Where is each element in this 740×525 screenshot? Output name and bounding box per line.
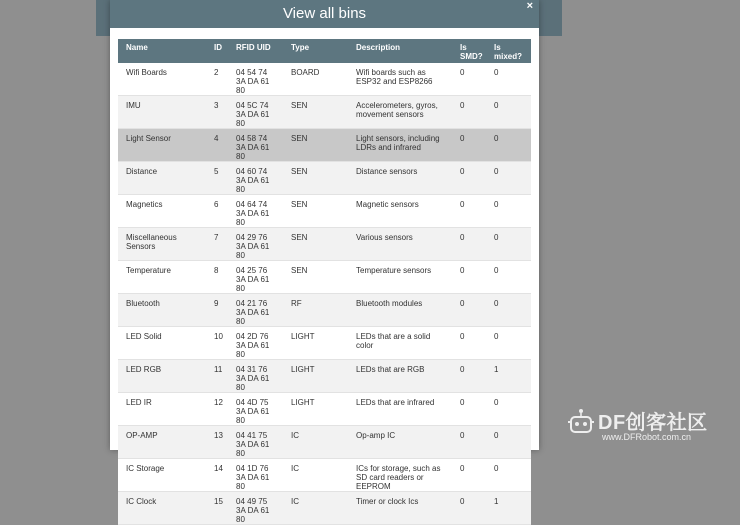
cell-smd: 0 [452, 195, 486, 228]
cell-type: IC [283, 492, 348, 525]
cell-smd: 0 [452, 228, 486, 261]
cell-type: LIGHT [283, 393, 348, 426]
cell-description: Accelerometers, gyros, movement sensors [348, 96, 452, 129]
cell-name: Magnetics [118, 195, 206, 228]
cell-description: Various sensors [348, 228, 452, 261]
cell-id: 4 [206, 129, 228, 162]
table-row[interactable] [118, 129, 531, 162]
table-row[interactable] [118, 63, 531, 96]
cell-rfid: 04 2D 76 3A DA 61 80 [228, 327, 283, 360]
cell-description: Magnetic sensors [348, 195, 452, 228]
cell-smd: 0 [452, 492, 486, 525]
cell-description: Temperature sensors [348, 261, 452, 294]
cell-smd: 0 [452, 261, 486, 294]
view-bins-modal [110, 0, 539, 524]
cell-name: Wifi Boards [118, 63, 206, 96]
cell-description: Distance sensors [348, 162, 452, 195]
cell-smd: 0 [452, 393, 486, 426]
cell-rfid: 04 21 76 3A DA 61 80 [228, 294, 283, 327]
cell-description: Wifi boards such as ESP32 and ESP8266 [348, 63, 452, 96]
cell-description: Light sensors, including LDRs and infrared [348, 129, 452, 162]
cell-id: 10 [206, 327, 228, 360]
cell-smd: 0 [452, 63, 486, 96]
modal-title: View all bins [282, 5, 367, 22]
cell-mixed: 0 [486, 162, 531, 195]
cell-name: LED RGB [118, 360, 206, 393]
column-header-type: Type [283, 39, 348, 63]
dfrobot-watermark [566, 404, 740, 450]
column-header-rfid: RFID UID [228, 39, 283, 63]
cell-name: LED IR [118, 393, 206, 426]
cell-name: Miscellaneous Sensors [118, 228, 206, 261]
cell-rfid: 04 4D 75 3A DA 61 80 [228, 393, 283, 426]
cell-name: Bluetooth [118, 294, 206, 327]
cell-description: ICs for storage, such as SD card readers or EEPROM [348, 459, 452, 492]
cell-smd: 0 [452, 327, 486, 360]
cell-type: LIGHT [283, 327, 348, 360]
cell-mixed: 0 [486, 294, 531, 327]
cell-type: IC [283, 459, 348, 492]
cell-smd: 0 [452, 96, 486, 129]
cell-id: 6 [206, 195, 228, 228]
cell-type: RF [283, 294, 348, 327]
cell-type: IC [283, 426, 348, 459]
cell-rfid: 04 29 76 3A DA 61 80 [228, 228, 283, 261]
cell-mixed: 0 [486, 228, 531, 261]
cell-id: 11 [206, 360, 228, 393]
cell-id: 14 [206, 459, 228, 492]
cell-type: BOARD [283, 63, 348, 96]
cell-rfid: 04 58 74 3A DA 61 80 [228, 129, 283, 162]
cell-id: 3 [206, 96, 228, 129]
cell-mixed: 1 [486, 492, 531, 525]
table-row[interactable] [118, 360, 531, 393]
cell-id: 7 [206, 228, 228, 261]
cell-name: IC Clock [118, 492, 206, 525]
modal-header [110, 0, 539, 28]
cell-mixed: 0 [486, 393, 531, 426]
bins-table [118, 39, 531, 525]
cell-id: 2 [206, 63, 228, 96]
bins-table-container [118, 39, 531, 525]
cell-type: SEN [283, 129, 348, 162]
cell-mixed: 0 [486, 459, 531, 492]
cell-mixed: 0 [486, 327, 531, 360]
cell-id: 15 [206, 492, 228, 525]
watermark-url: www.DFRobot.com.cn [602, 432, 692, 442]
table-row[interactable] [118, 492, 531, 525]
cell-smd: 0 [452, 459, 486, 492]
cell-description: LEDs that are a solid color [348, 327, 452, 360]
cell-id: 8 [206, 261, 228, 294]
cell-rfid: 04 31 76 3A DA 61 80 [228, 360, 283, 393]
column-header-description: Description [348, 39, 452, 63]
cell-smd: 0 [452, 294, 486, 327]
cell-mixed: 1 [486, 360, 531, 393]
table-body [118, 63, 531, 525]
table-row[interactable] [118, 96, 531, 129]
table-row[interactable] [118, 261, 531, 294]
cell-name: Distance [118, 162, 206, 195]
cell-id: 13 [206, 426, 228, 459]
cell-mixed: 0 [486, 261, 531, 294]
cell-smd: 0 [452, 426, 486, 459]
cell-rfid: 04 1D 76 3A DA 61 80 [228, 459, 283, 492]
cell-rfid: 04 64 74 3A DA 61 80 [228, 195, 283, 228]
column-header-smd: Is SMD? [452, 39, 486, 63]
cell-name: OP-AMP [118, 426, 206, 459]
cell-smd: 0 [452, 129, 486, 162]
cell-description: Bluetooth modules [348, 294, 452, 327]
cell-name: Temperature [118, 261, 206, 294]
cell-type: SEN [283, 228, 348, 261]
table-row[interactable] [118, 393, 531, 426]
column-header-name: Name [118, 39, 206, 63]
cell-smd: 0 [452, 162, 486, 195]
cell-name: LED Solid [118, 327, 206, 360]
close-icon[interactable]: × [526, 0, 533, 12]
cell-description: LEDs that are RGB [348, 360, 452, 393]
cell-id: 5 [206, 162, 228, 195]
table-row[interactable] [118, 426, 531, 459]
cell-mixed: 0 [486, 63, 531, 96]
cell-rfid: 04 25 76 3A DA 61 80 [228, 261, 283, 294]
cell-type: SEN [283, 96, 348, 129]
cell-smd: 0 [452, 360, 486, 393]
table-row[interactable] [118, 294, 531, 327]
cell-rfid: 04 41 75 3A DA 61 80 [228, 426, 283, 459]
table-row[interactable] [118, 459, 531, 492]
cell-rfid: 04 54 74 3A DA 61 80 [228, 63, 283, 96]
cell-type: SEN [283, 162, 348, 195]
table-header-row [118, 39, 531, 63]
column-header-mixed: Is mixed? [486, 39, 531, 63]
cell-rfid: 04 5C 74 3A DA 61 80 [228, 96, 283, 129]
cell-name: Light Sensor [118, 129, 206, 162]
cell-name: IC Storage [118, 459, 206, 492]
cell-description: Op-amp IC [348, 426, 452, 459]
cell-name: IMU [118, 96, 206, 129]
table-row[interactable] [118, 195, 531, 228]
table-row[interactable] [118, 162, 531, 195]
table-row[interactable] [118, 228, 531, 261]
cell-rfid: 04 49 75 3A DA 61 80 [228, 492, 283, 525]
cell-description: Timer or clock Ics [348, 492, 452, 525]
cell-mixed: 0 [486, 195, 531, 228]
cell-mixed: 0 [486, 96, 531, 129]
cell-type: SEN [283, 261, 348, 294]
cell-rfid: 04 60 74 3A DA 61 80 [228, 162, 283, 195]
watermark-brand: DF创客社区 [598, 412, 708, 434]
cell-description: LEDs that are infrared [348, 393, 452, 426]
cell-id: 9 [206, 294, 228, 327]
robot-logo-icon [566, 408, 596, 438]
cell-mixed: 0 [486, 426, 531, 459]
cell-mixed: 0 [486, 129, 531, 162]
cell-id: 12 [206, 393, 228, 426]
cell-type: SEN [283, 195, 348, 228]
cell-type: LIGHT [283, 360, 348, 393]
column-header-id: ID [206, 39, 228, 63]
table-row[interactable] [118, 327, 531, 360]
